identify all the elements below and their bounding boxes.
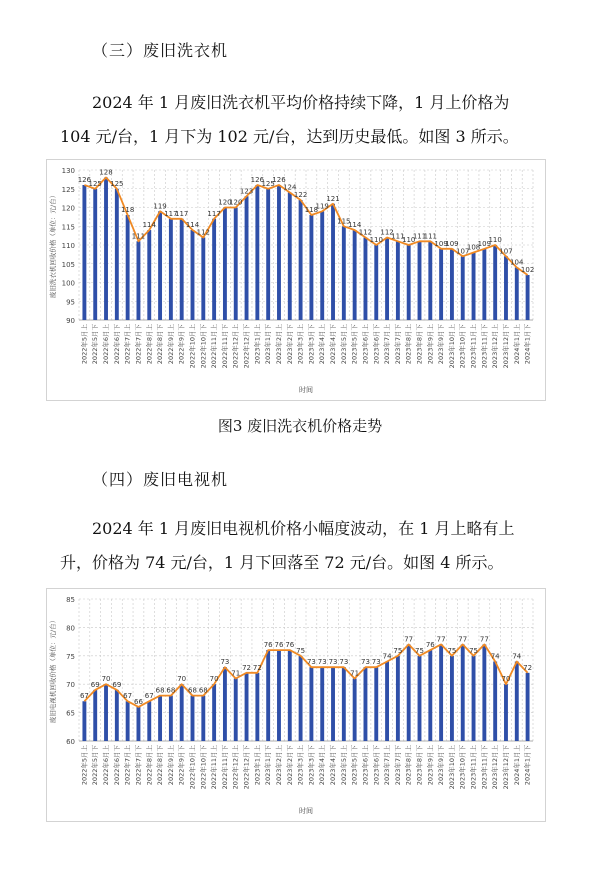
section3-paragraph: 2024 年 1 月废旧洗衣机平均价格持续下降，1 月上价格为 104 元/台，1 月下为 102 元/台，达到历史最低。如图 3 所示。	[60, 93, 519, 146]
x-tick-label: 2022年7月上	[123, 324, 132, 365]
bar	[342, 667, 346, 741]
bar	[191, 230, 195, 320]
x-tick-label: 2022年11月下	[220, 324, 229, 369]
x-tick-label: 2023年12月下	[501, 324, 510, 369]
x-tick-label: 2024年1月下	[523, 745, 532, 786]
x-tick-label: 2022年9月下	[177, 745, 186, 786]
x-tick-label: 2022年12月下	[242, 745, 251, 790]
bar	[245, 673, 249, 741]
x-tick-label: 2023年12月上	[491, 745, 500, 790]
data-label: 123	[239, 187, 254, 196]
bar	[266, 189, 270, 320]
data-label: 124	[283, 183, 297, 192]
data-label: 126	[77, 176, 92, 184]
data-label: 111	[412, 232, 427, 241]
data-label: 75	[415, 646, 424, 655]
data-label: 72	[523, 663, 533, 672]
bar	[212, 219, 216, 320]
bar	[342, 226, 346, 320]
x-tick-label: 2023年12月下	[501, 745, 510, 790]
x-axis-title: 时间	[299, 386, 313, 394]
y-axis-title: 废旧洗衣机回收价格（单位：元/台）	[49, 191, 57, 299]
data-label: 77	[436, 635, 446, 644]
data-label: 107	[499, 247, 513, 256]
data-label: 68	[155, 686, 165, 695]
data-label: 122	[293, 191, 308, 199]
data-label: 73	[328, 658, 338, 667]
x-tick-label: 2022年11月上	[210, 324, 219, 369]
data-label: 117	[175, 209, 189, 218]
x-tick-label: 2023年11月上	[469, 745, 478, 790]
bar	[191, 696, 195, 741]
data-label: 109	[445, 239, 459, 248]
bar	[472, 656, 476, 741]
x-tick-label: 2022年12月上	[231, 745, 240, 790]
bar	[255, 673, 259, 741]
data-label: 108	[466, 243, 481, 252]
y-tick-label: 125	[61, 185, 75, 194]
x-tick-label: 2022年7月下	[134, 324, 143, 365]
x-tick-label: 2023年3月下	[307, 745, 316, 786]
bar	[428, 241, 432, 320]
data-label: 111	[423, 232, 437, 241]
data-label: 77	[404, 635, 414, 644]
x-tick-label: 2022年10月下	[199, 324, 208, 369]
data-label: 72	[242, 663, 252, 672]
x-tick-label: 2023年10月上	[447, 745, 456, 790]
data-label: 111	[131, 232, 146, 241]
x-tick-label: 2022年12月下	[242, 324, 251, 369]
x-tick-label: 2023年10月下	[458, 745, 467, 790]
bar	[180, 684, 184, 741]
bar	[418, 241, 422, 320]
data-label: 126	[272, 176, 286, 184]
bar	[482, 644, 486, 741]
data-label: 67	[79, 692, 89, 701]
data-label: 119	[315, 202, 329, 211]
bar	[374, 667, 378, 741]
bar	[526, 673, 530, 741]
bar	[482, 249, 486, 320]
x-tick-label: 2023年5月下	[350, 324, 359, 365]
section3-heading: （三）废旧洗衣机	[92, 41, 229, 60]
x-tick-label: 2023年4月下	[329, 324, 338, 365]
data-label: 119	[153, 202, 167, 211]
x-tick-label: 2023年7月上	[383, 324, 392, 365]
bar	[234, 208, 238, 321]
washing-machine-price-chart	[46, 159, 546, 401]
data-label: 104	[510, 258, 524, 267]
bar	[201, 238, 205, 321]
section4-paragraph: 2024 年 1 月废旧电视机价格小幅度波动，在 1 月上略有上升，价格为 74 元/台，1 月下回落至 72 元/台。如图 4 所示。	[60, 519, 515, 572]
x-tick-label: 2022年9月上	[166, 324, 175, 365]
data-label: 75	[469, 646, 479, 655]
x-tick-label: 2023年5月上	[339, 324, 348, 365]
bar	[461, 644, 465, 741]
x-tick-label: 2023年4月下	[329, 745, 338, 786]
x-tick-label: 2022年8月上	[145, 324, 154, 365]
bar	[255, 185, 259, 320]
x-tick-label: 2022年8月上	[145, 745, 154, 786]
bar	[428, 650, 432, 741]
data-label: 109	[434, 239, 448, 248]
x-tick-label: 2024年1月上	[512, 745, 521, 786]
x-tick-label: 2023年2月上	[274, 324, 283, 365]
bar	[396, 241, 400, 320]
x-tick-label: 2022年5月下	[91, 324, 100, 365]
section4-heading: （四）废旧电视机	[92, 470, 229, 489]
bar	[331, 204, 335, 320]
data-label: 77	[458, 635, 468, 644]
bar	[461, 256, 465, 320]
data-label: 75	[447, 646, 457, 655]
x-tick-label: 2023年9月下	[437, 745, 446, 786]
data-label: 110	[488, 236, 502, 244]
bar	[104, 684, 108, 741]
x-tick-label: 2023年3月上	[296, 324, 305, 365]
bar	[158, 211, 162, 320]
y-tick-label: 115	[61, 223, 75, 232]
x-tick-label: 2023年5月上	[339, 745, 348, 786]
data-label: 69	[112, 680, 122, 689]
data-label: 68	[198, 686, 208, 695]
bar	[493, 661, 497, 741]
data-label: 70	[101, 675, 111, 684]
data-label: 109	[477, 239, 492, 248]
tv-price-chart	[46, 588, 546, 822]
data-label: 125	[261, 179, 275, 188]
data-label: 73	[317, 658, 327, 667]
x-tick-label: 2022年6月上	[102, 324, 111, 365]
bar	[299, 200, 303, 320]
bar	[320, 211, 324, 320]
data-label: 70	[209, 675, 219, 684]
data-label: 114	[185, 221, 200, 229]
bar	[439, 249, 443, 320]
data-label: 71	[350, 669, 360, 678]
x-tick-label: 2023年9月下	[437, 324, 446, 365]
bar	[309, 667, 313, 741]
data-label: 68	[166, 686, 176, 695]
data-label: 117	[164, 209, 178, 218]
bar	[277, 650, 281, 741]
data-label: 72	[252, 663, 262, 672]
bar	[364, 238, 368, 321]
bar	[364, 667, 368, 741]
bar	[234, 679, 238, 741]
y-tick-label: 120	[61, 204, 75, 213]
y-tick-label: 90	[66, 317, 75, 325]
data-label: 73	[339, 658, 349, 667]
bar	[147, 230, 151, 320]
bar	[374, 245, 378, 320]
bar	[223, 208, 227, 321]
x-tick-label: 2023年4月上	[318, 745, 327, 786]
data-label: 74	[490, 652, 500, 661]
data-label: 125	[110, 179, 124, 188]
y-tick-label: 110	[61, 242, 75, 250]
bar	[385, 661, 389, 741]
data-label: 112	[196, 228, 210, 237]
data-label: 102	[520, 266, 535, 274]
x-tick-label: 2023年9月上	[426, 745, 435, 786]
bar	[147, 701, 151, 741]
data-label: 107	[456, 247, 470, 256]
y-tick-label: 80	[66, 624, 75, 633]
x-tick-label: 2023年11月下	[480, 745, 489, 790]
x-tick-label: 2023年9月上	[426, 324, 435, 365]
data-label: 120	[229, 198, 243, 207]
data-label: 110	[402, 236, 416, 244]
x-tick-label: 2022年12月上	[231, 324, 240, 369]
bar	[115, 690, 119, 741]
data-label: 73	[220, 658, 230, 667]
x-tick-label: 2024年1月上	[512, 324, 521, 365]
data-label: 71	[231, 669, 241, 678]
data-label: 70	[177, 675, 187, 684]
x-tick-label: 2023年6月下	[372, 324, 381, 365]
data-label: 67	[144, 692, 154, 701]
bar	[277, 185, 281, 320]
x-tick-label: 2023年3月下	[307, 324, 316, 365]
figure3-caption: 图3 废旧洗衣机价格走势	[217, 417, 383, 435]
bar	[439, 644, 443, 741]
x-tick-label: 2022年11月下	[220, 745, 229, 790]
x-tick-label: 2023年1月上	[253, 745, 262, 786]
x-tick-label: 2022年5月上	[80, 324, 89, 365]
x-tick-label: 2024年1月下	[523, 323, 532, 365]
data-label: 110	[369, 236, 383, 244]
x-tick-label: 2022年10月上	[188, 745, 197, 790]
bar	[353, 679, 357, 741]
bar	[137, 707, 141, 741]
x-tick-label: 2022年6月下	[112, 324, 121, 365]
data-label: 118	[120, 206, 135, 214]
bar	[450, 249, 454, 320]
y-axis-title: 废旧电视机回收价格（单位：元/台）	[49, 616, 57, 724]
x-tick-label: 2023年7月下	[393, 324, 402, 365]
data-label: 75	[296, 646, 306, 655]
x-tick-label: 2022年5月下	[91, 745, 100, 786]
bar	[526, 275, 530, 320]
bar	[93, 189, 97, 320]
data-label: 112	[380, 228, 394, 237]
data-label: 69	[90, 680, 100, 689]
data-label: 73	[360, 658, 370, 667]
x-tick-label: 2023年7月上	[383, 745, 392, 786]
x-tick-label: 2023年10月上	[447, 324, 456, 369]
x-tick-label: 2023年11月上	[469, 324, 478, 369]
x-tick-label: 2023年2月下	[285, 324, 294, 365]
washing-machine-chart-svg	[47, 160, 545, 400]
bar	[212, 684, 216, 741]
data-label: 66	[133, 697, 143, 706]
x-tick-label: 2023年8月上	[404, 324, 413, 365]
x-tick-label: 2022年10月下	[199, 745, 208, 790]
bar	[201, 696, 205, 741]
bar	[93, 690, 97, 741]
bar	[158, 696, 162, 741]
x-tick-label: 2023年6月上	[361, 745, 370, 786]
data-label: 118	[304, 206, 319, 214]
x-tick-label: 2022年7月上	[123, 745, 132, 786]
bar	[504, 256, 508, 320]
data-label: 68	[188, 686, 197, 695]
y-tick-label: 85	[66, 596, 75, 604]
x-tick-label: 2022年10月上	[188, 324, 197, 369]
x-tick-label: 2022年11月上	[210, 745, 219, 790]
bar	[472, 253, 476, 321]
bar	[515, 268, 519, 321]
x-tick-label: 2023年3月上	[296, 745, 305, 786]
x-tick-label: 2023年1月下	[264, 324, 273, 365]
data-label: 120	[218, 198, 232, 207]
x-tick-label: 2022年8月下	[156, 324, 165, 365]
bar	[288, 650, 292, 741]
x-tick-label: 2023年10月下	[458, 324, 467, 369]
data-label: 114	[347, 221, 362, 229]
data-label: 76	[425, 641, 435, 650]
x-tick-label: 2022年9月上	[166, 745, 175, 786]
x-tick-label: 2022年5月上	[80, 745, 89, 786]
x-tick-label: 2023年6月下	[372, 745, 381, 786]
data-label: 74	[512, 652, 522, 661]
bar	[137, 241, 141, 320]
x-tick-label: 2023年2月下	[285, 745, 294, 786]
x-tick-label: 2023年8月上	[404, 745, 413, 786]
x-tick-label: 2023年2月上	[274, 745, 283, 786]
bar	[450, 656, 454, 741]
data-label: 70	[501, 675, 511, 684]
bar	[104, 178, 108, 321]
data-label: 128	[99, 168, 113, 177]
bar	[223, 667, 227, 741]
data-label: 111	[391, 232, 405, 241]
x-tick-label: 2022年6月下	[112, 745, 121, 786]
data-label: 76	[274, 641, 284, 650]
y-tick-label: 100	[61, 279, 75, 288]
bar	[385, 238, 389, 321]
bar	[245, 196, 249, 320]
bar	[169, 219, 173, 320]
data-label: 75	[393, 646, 403, 655]
bar	[288, 193, 292, 321]
bar	[396, 656, 400, 741]
data-label: 67	[123, 692, 133, 701]
y-tick-label: 60	[66, 738, 75, 746]
x-tick-label: 2022年8月下	[156, 745, 165, 786]
data-label: 121	[326, 194, 340, 203]
bar	[407, 644, 411, 741]
data-label: 77	[479, 635, 489, 644]
bar	[115, 189, 119, 320]
bar	[266, 650, 270, 741]
x-tick-label: 2023年4月上	[318, 324, 327, 365]
y-tick-label: 105	[61, 260, 75, 269]
bar	[309, 215, 313, 320]
x-tick-label: 2023年7月下	[393, 745, 402, 786]
data-label: 126	[250, 176, 265, 184]
data-label: 76	[263, 641, 273, 650]
x-tick-label: 2022年9月下	[177, 324, 186, 365]
data-label: 112	[358, 228, 373, 237]
bar	[299, 656, 303, 741]
bar	[504, 684, 508, 741]
y-tick-label: 95	[66, 298, 75, 307]
x-tick-label: 2023年1月下	[264, 745, 273, 786]
y-tick-label: 130	[61, 167, 75, 175]
bar	[126, 215, 130, 320]
bar	[320, 667, 324, 741]
x-tick-label: 2022年7月下	[134, 745, 143, 786]
x-tick-label: 2023年8月下	[415, 745, 424, 786]
y-tick-label: 65	[66, 709, 75, 718]
data-label: 74	[382, 652, 392, 661]
data-label: 115	[337, 217, 351, 226]
data-label: 73	[371, 658, 381, 667]
x-tick-label: 2023年11月下	[480, 324, 489, 369]
x-tick-label: 2023年6月上	[361, 324, 370, 365]
x-tick-label: 2022年6月上	[102, 745, 111, 786]
bar	[515, 661, 519, 741]
bar	[353, 230, 357, 320]
bar	[82, 701, 86, 741]
bar	[331, 667, 335, 741]
data-label: 117	[207, 209, 221, 218]
x-axis-title: 时间	[299, 807, 313, 815]
x-tick-label: 2023年5月下	[350, 745, 359, 786]
data-label: 125	[88, 179, 102, 188]
x-tick-label: 2023年1月上	[253, 324, 262, 365]
bar	[169, 696, 173, 741]
data-label: 73	[306, 658, 316, 667]
x-tick-label: 2023年12月上	[491, 324, 500, 369]
bar	[82, 185, 86, 320]
x-tick-label: 2023年8月下	[415, 324, 424, 365]
bar	[407, 245, 411, 320]
data-label: 114	[142, 221, 156, 229]
bar	[418, 656, 422, 741]
y-tick-label: 70	[66, 681, 75, 690]
data-label: 76	[285, 641, 295, 650]
tv-chart-svg	[47, 589, 545, 821]
bar	[126, 701, 130, 741]
bar	[180, 219, 184, 320]
bar	[493, 245, 497, 320]
y-tick-label: 75	[66, 652, 75, 661]
